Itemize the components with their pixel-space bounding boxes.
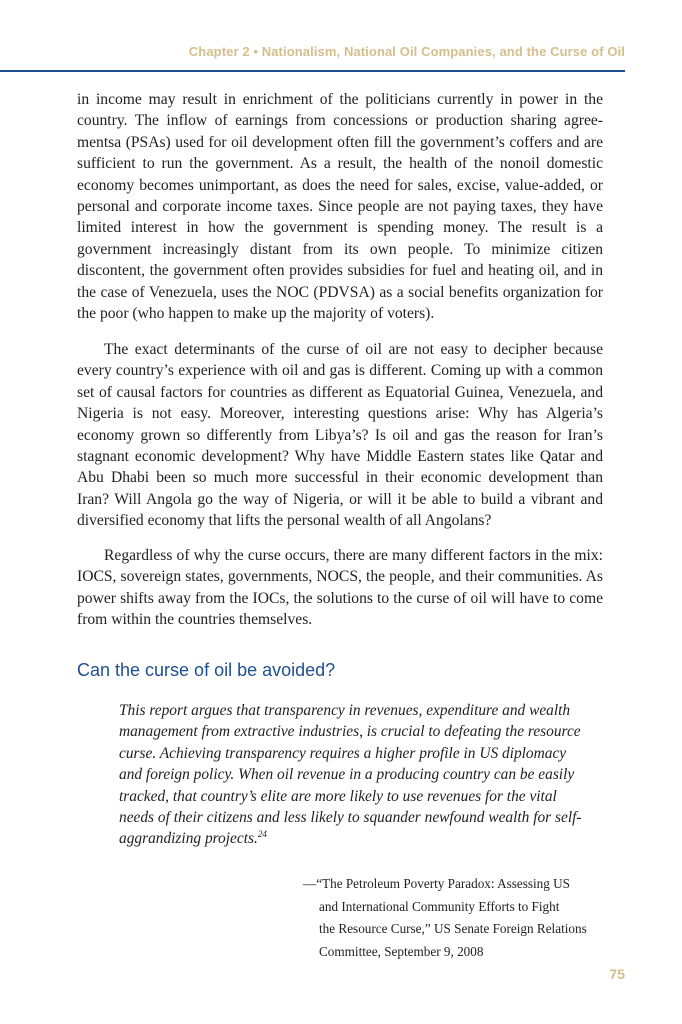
block-quote <box>119 700 582 850</box>
body-text <box>77 339 603 544</box>
body-text <box>77 545 603 643</box>
attribution-line: and International Community Efforts to Fight <box>319 898 560 914</box>
footnote-marker: 24 <box>257 829 267 840</box>
paragraph: The exact determinants of the curse of oil are not easy to decipher because every country’s experience with oil and gas is different. Coming up with a common set of causal factors for countries as different as Equatorial Guinea, Venezuela, and Nigeria is not easy. Moreover, interesting questions arise: Why has Algeria’s economy grown so differently from Libya’s? Is oil and gas the reason for Iran’s stagnant economic development? Why have Middle Eastern states like Qatar and Abu Dhabi been so much more successful in their economic development than Iran? Will Angola go the way of Nigeria, or will it be able to build a vibrant and diversified economy that lifts the personal wealth of all Angolans? <box>77 341 603 530</box>
quote-text: This report argues that transparency in revenues, expenditure and wealth management from extractive industries, is crucial to defeating the resource curse. Achieving transparency requires a higher profile in US diplomacy and foreign policy. When oil revenue in a producing country can be easily tracked, that country’s elite are more likely to use revenues for the vital needs of their citizens and less likely to squander newfound wealth for self-aggrandizing projects. <box>119 702 582 848</box>
section-heading: Can the curse of oil be avoided? <box>77 660 336 680</box>
page-number: 75 <box>609 966 625 982</box>
attribution-line: the Resource Curse,” US Senate Foreign Relations <box>319 921 587 936</box>
paragraph: in income may result in enrichment of the politicians currently in power in the country. The inflow of earnings from concessions or production sharing agreementsa (PSAs) used for oil development often fill the government’s coffers and are sufficient to run the government. As a result, the health of the nonoil domestic economy becomes unimportant, as does the need for sales, excise, value-added, or personal and corporate income taxes. Since people are not paying taxes, they have limited interest in how the government is spending money. The result is a government increasingly distant from its own people. To minimize citizen discontent, the government often provides subsidies for fuel and heating oil, and in the case of Venezuela, uses the NOC (PDVSA) as a social benefits organization for the poor (who happen to make up the majority of voters). <box>77 91 603 323</box>
body-text <box>77 89 603 336</box>
running-head: Chapter 2 • Nationalism, National Oil Companies, and the Curse of Oil <box>188 44 625 59</box>
attribution-line: Committee, September 9, 2008 <box>319 943 484 959</box>
header-rule <box>0 70 625 72</box>
quote-attribution <box>303 873 603 963</box>
paragraph: Regardless of why the curse occurs, there are many different factors in the mix: IOCS, sovereign states, governments, NOCS, the people, and their communities. As power shifts away from the IOCs, the solutions to the curse of oil will have to come from within the countries themselves. <box>77 547 603 629</box>
attribution-line: —“The Petroleum Poverty Paradox: Assessing US <box>303 876 571 891</box>
